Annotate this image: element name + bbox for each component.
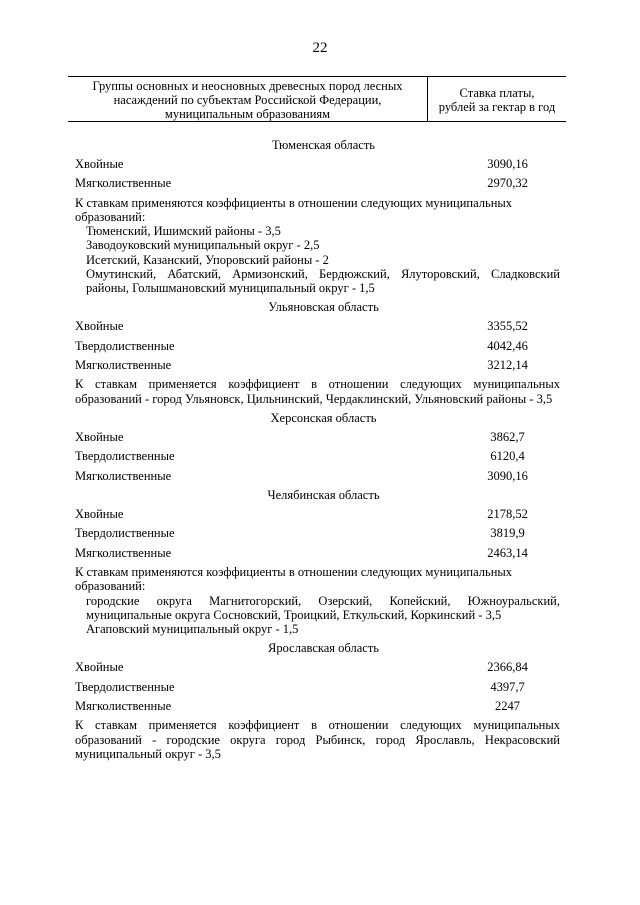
species-group-label: Твердолиственные [75, 679, 175, 694]
table-row [75, 155, 560, 174]
species-group-label: Мягколиственные [75, 468, 172, 483]
region-title: Херсонская область [270, 410, 377, 425]
rate-value: 3819,9 [490, 526, 525, 541]
table-row [75, 356, 560, 375]
species-group-label: Мягколиственные [75, 545, 172, 560]
note-text: К ставкам применяются коэффициенты в отношении следующих муниципальных [75, 565, 513, 580]
species-group-label: Хвойные [75, 157, 124, 171]
region-section [75, 409, 560, 486]
species-group-label: Мягколиственные [75, 698, 172, 713]
rate-value: 6120,4 [490, 449, 525, 464]
header-rate-line: Ставка платы, [459, 86, 535, 100]
table-row [75, 524, 560, 543]
header-rate-line: рублей за гектар в год [438, 100, 556, 114]
rate-value: 2366,84 [487, 660, 528, 675]
species-group-label: Твердолиственные [75, 526, 175, 541]
header-groups-line: Группы основных и неосновных древесных пород лесных [92, 79, 403, 93]
species-group-label: Хвойные [75, 319, 124, 334]
region-section [75, 136, 560, 295]
note-item: городские округа Магнитогорский, Озерский, Копейский, Южноуральский, муниципальные округа Сосновский, Троицкий, Еткульский, Коркинский - 3,5 [86, 593, 560, 622]
coefficient-note [75, 718, 560, 761]
header-rate-column [428, 77, 566, 121]
region-title: Тюменская область [272, 138, 375, 152]
table-row [75, 505, 560, 524]
region-section [75, 298, 560, 406]
coefficient-note [75, 196, 560, 295]
species-group-label: Хвойные [75, 429, 124, 444]
species-group-label: Твердолиственные [75, 449, 175, 464]
table-row [75, 447, 560, 466]
header-groups-line: насаждений по субъектам Российской Федерации, [113, 93, 382, 107]
table-header [68, 76, 566, 122]
species-group-label: Мягколиственные [75, 357, 172, 372]
species-group-label: Твердолиственные [75, 338, 175, 353]
rate-value: 3090,16 [487, 468, 528, 483]
rate-value: 3212,14 [487, 357, 528, 372]
table-row [75, 697, 560, 716]
page-number: 22 [312, 40, 328, 56]
note-item: Тюменский, Ишимский районы - 3,5 [86, 224, 281, 239]
rate-value: 3862,7 [490, 429, 525, 444]
rate-value: 4042,46 [487, 338, 528, 353]
rate-value: 2178,52 [487, 506, 528, 521]
table-row [75, 337, 560, 356]
table-row [75, 317, 560, 336]
rate-value: 2463,14 [487, 545, 528, 560]
note-item: Заводоуковский муниципальный округ - 2,5 [86, 238, 320, 253]
species-group-label: Хвойные [75, 506, 124, 521]
region-title: Ярославская область [268, 641, 379, 656]
region-section [75, 486, 560, 636]
note-text: образований: [75, 209, 146, 224]
table-row [75, 174, 560, 193]
table-row [75, 658, 560, 677]
region-title: Ульяновская область [268, 300, 379, 315]
rate-value: 3355,52 [487, 319, 528, 334]
note-text: К ставкам применяются коэффициенты в отношении следующих муниципальных [75, 195, 513, 210]
rate-value: 2970,32 [487, 176, 528, 191]
table-row [75, 428, 560, 447]
rate-value: 2247 [495, 698, 520, 713]
note-item: Исетский, Казанский, Упоровский районы - 2 [86, 252, 329, 267]
coefficient-note [75, 565, 560, 636]
coefficient-note [75, 377, 560, 405]
note-text: образований: [75, 579, 146, 594]
region-section [75, 639, 560, 761]
header-groups-line: муниципальным образованиям [164, 107, 331, 121]
header-groups-column [68, 77, 428, 121]
note-text: К ставкам применяется коэффициент в отношении следующих муниципальных образований - городские округа город Рыбинск, город Ярославль, Некрасовский муниципальный округ - 3,5 [75, 718, 560, 761]
species-group-label: Хвойные [75, 660, 124, 675]
species-group-label: Мягколиственные [75, 176, 172, 191]
rate-value: 4397,7 [490, 679, 525, 694]
table-row [75, 467, 560, 486]
note-item: Агаповский муниципальный округ - 1,5 [86, 621, 299, 636]
note-item: Омутинский, Абатский, Армизонский, Бердюжский, Ялуторовский, Сладковский районы, Голышмановский муниципальный округ - 1,5 [86, 266, 560, 295]
table-body [75, 136, 560, 764]
table-row [75, 678, 560, 697]
table-row [75, 544, 560, 563]
note-text: К ставкам применяется коэффициент в отношении следующих муниципальных образований - город Ульяновск, Цильнинский, Чердаклинский, Ульяновский районы - 3,5 [75, 377, 560, 406]
region-title: Челябинская область [267, 487, 380, 502]
rate-value: 3090,16 [487, 157, 528, 171]
